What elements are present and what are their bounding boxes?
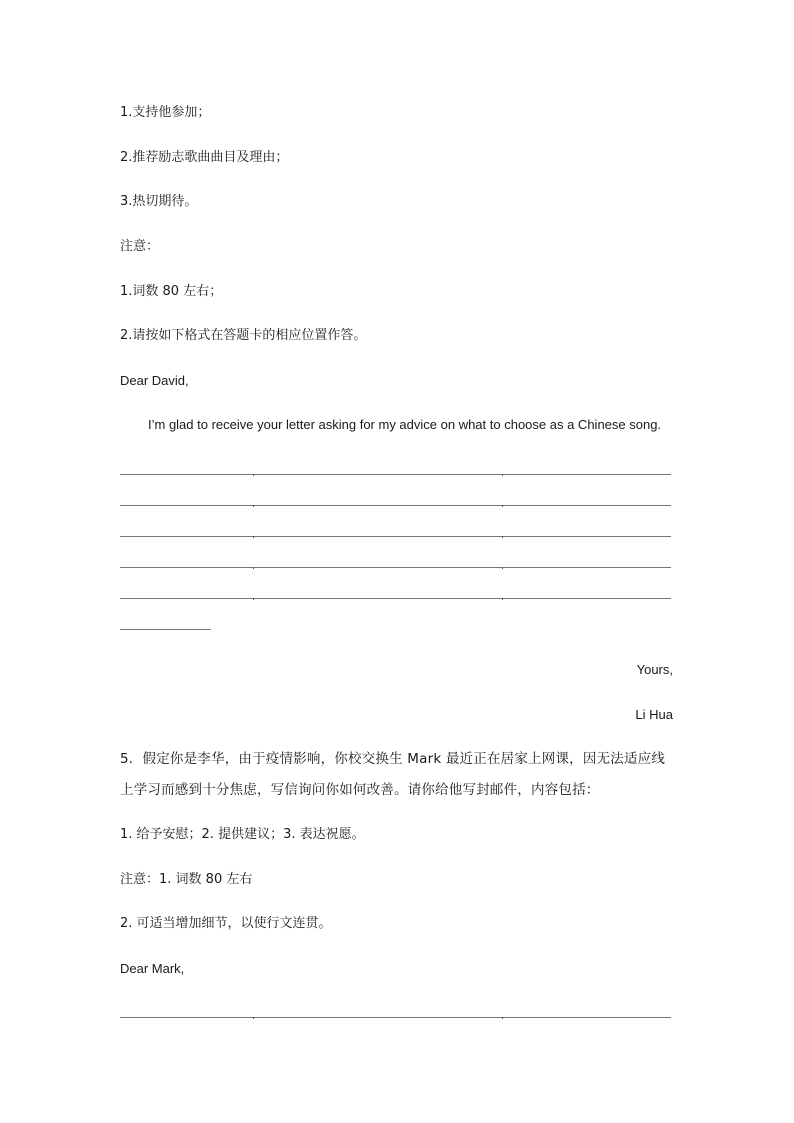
answer-line [120,474,671,475]
letter1-salutation: Dear David, [120,373,189,388]
q5-notes-line-2: 2. 可适当增加细节，以使行文连贯。 [120,916,332,931]
point-3: 3.热切期待。 [120,194,198,209]
q5-salutation: Dear Mark, [120,961,185,976]
letter1-signature: Li Hua [635,707,673,722]
note-2: 2.请按如下格式在答题卡的相应位置作答。 [120,328,367,343]
answer-line [120,505,671,506]
notes-label: 注意： [120,239,160,254]
point-2: 2.推荐励志歌曲曲目及理由； [120,150,289,165]
answer-line [120,567,671,568]
q5-prompt-line-2: 上学习而感到十分焦虑，写信询问你如何改善。请你给他写封邮件，内容包括： [120,782,600,798]
point-1: 1.支持他参加； [120,105,211,120]
q5-prompt-line-1: 5．假定你是李华，由于疫情影响，你校交换生 Mark 最近正在居家上网课，因无法适应线 [120,751,666,767]
q5-notes-line-1: 注意：1. 词数 80 左右 [120,872,253,887]
answer-line-short [120,629,211,630]
answer-line [120,536,671,537]
letter1-closing: Yours, [636,662,673,677]
q5-points: 1. 给予安慰；2. 提供建议；3. 表达祝愿。 [120,827,365,842]
note-1: 1.词数 80 左右； [120,284,223,299]
answer-line [120,1017,671,1018]
letter1-opening: I’m glad to receive your letter asking for my advice on what to choose as a Chinese song. [148,417,662,432]
answer-line [120,598,671,599]
